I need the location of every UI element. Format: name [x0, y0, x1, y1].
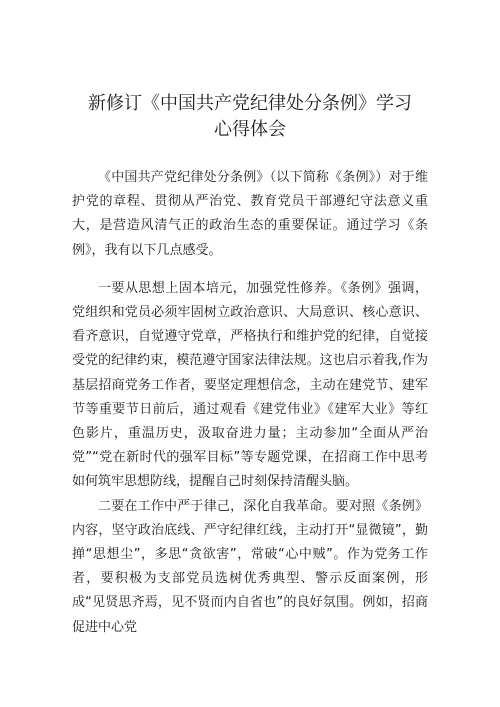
document-title-line-1: 新修订《中国共产党纪律处分条例》学习: [88, 93, 412, 114]
paragraph-point-two: 二要在工作中严于律己，深化自我革命。要对照《条例》内容，坚守政治底线、严守纪律红线，主动打开“显微镜”，勤掸“思想尘”，多思“贪欲害”，常破“心中贼”。作为党务工作者，要积极为支部党员选树优秀典型、警示反面案例，形成“见贤思齐焉，见不贤而内自省也”的良好氛围。例如，招商促进中心党: [72, 498, 428, 635]
document-title-line-2: 心得体会: [214, 119, 286, 140]
paragraph-intro: 《中国共产党纪律处分条例》（以下简称《条例》）对于维护党的章程、贯彻从严治党、教育党员干部遵纪守法意义重大，是营造风清气正的政治生态的重要保证。通过学习《条例》，我有以下几点感受。: [72, 170, 428, 258]
paragraph-point-one: 一要从思想上固本培元，加强党性修养。《条例》强调，党组织和党员必须牢固树立政治意识、大局意识、核心意识、看齐意识，自觉遵守党章，严格执行和维护党的纪律，自觉接受党的纪律约束，模范遵守国家法律法规。这也启示着我,作为基层招商党务工作者，要坚定理想信念，主动在建党节、建军节等重要节日前后，通过观看《建党伟业》《建军大业》等红色影片，重温历史，汲取奋进力量；主动参加“全面从严治党”“党在新时代的强军目标”等专题党课，在招商工作中思考如何筑牢思想防线，提醒自己时刻保持清醒头脑。: [72, 280, 428, 490]
document-body: [72, 166, 428, 640]
